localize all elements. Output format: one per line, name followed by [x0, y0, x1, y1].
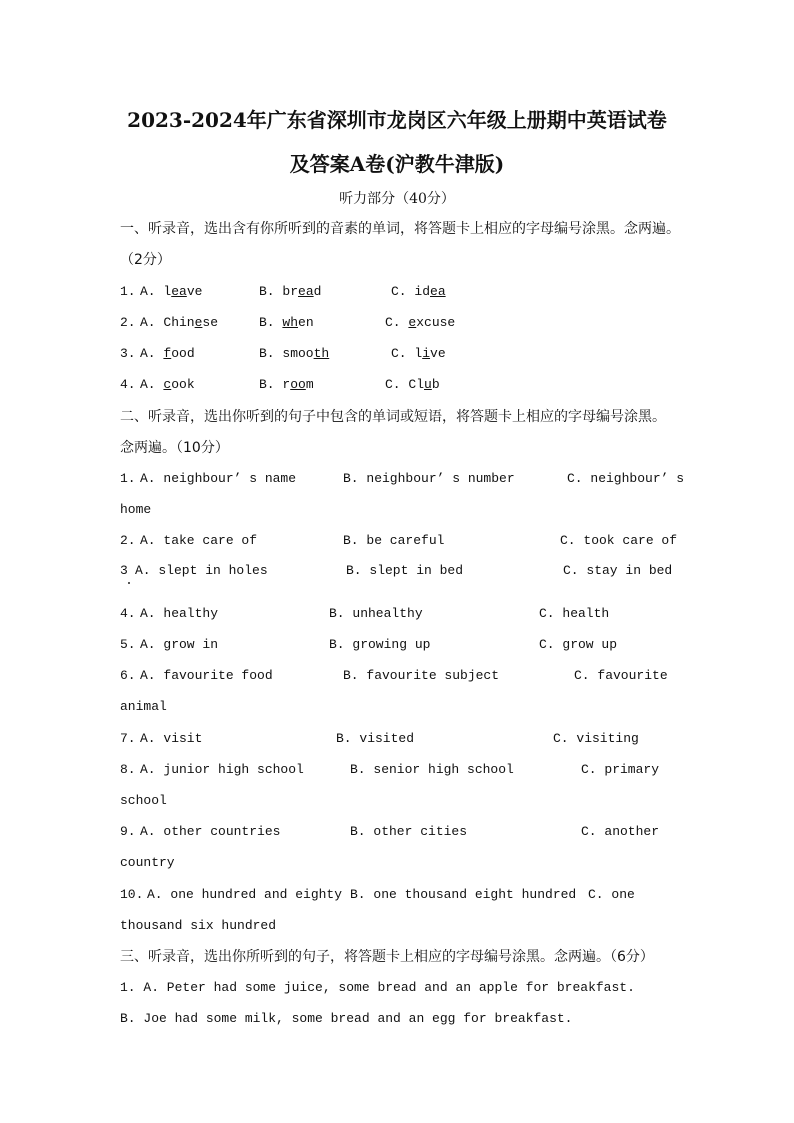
- option-b: B. unhealthy: [329, 606, 423, 621]
- question-number: 10.: [120, 887, 144, 902]
- option-c: C. health: [539, 606, 610, 621]
- question-number: 8.: [120, 762, 136, 777]
- question-number: 6.: [120, 668, 136, 683]
- option-a: A. junior high school: [140, 762, 304, 777]
- option-b: B. room: [259, 377, 314, 392]
- option-b: B. when: [259, 315, 314, 330]
- option-a: A. food: [140, 346, 195, 361]
- section2-instruction-cont: 念两遍。（10分）: [120, 440, 229, 456]
- option-c: C. grow up: [539, 637, 618, 652]
- option-c: C. took care of: [560, 533, 678, 548]
- section1-instruction-cont: （2分）: [120, 252, 171, 268]
- option-a: A. one hundred and eighty: [147, 887, 343, 902]
- option-c: C. another: [581, 824, 660, 839]
- option-a: A. healthy: [140, 606, 219, 621]
- option-b: B. other cities: [350, 824, 468, 839]
- option-c: C. neighbour’ s: [567, 471, 685, 486]
- s2-question-8-wrap: school: [120, 793, 167, 808]
- option-c: C. primary: [581, 762, 660, 777]
- option-a: A. Chinese: [140, 315, 219, 330]
- option-b: B. visited: [336, 731, 415, 746]
- question-number: 9.: [120, 824, 136, 839]
- option-a: A. grow in: [140, 637, 219, 652]
- s2-question-10-wrap: thousand six hundred: [120, 918, 277, 933]
- question-number: 3: [120, 563, 128, 578]
- section2-instruction: 二、听录音，选出你听到的句子中包含的单词或短语，将答题卡上相应的字母编号涂黑。: [120, 409, 666, 425]
- option-c: C. idea: [391, 284, 446, 299]
- option-a: A. visit: [140, 731, 203, 746]
- option-b: B. slept in bed: [346, 563, 464, 578]
- question-number: 1.: [120, 284, 136, 299]
- option-b: B. one thousand eight hundred: [350, 887, 577, 902]
- question-number: 1.: [120, 471, 136, 486]
- option-b: B. be careful: [343, 533, 445, 548]
- option-c: C. Club: [385, 377, 440, 392]
- option-a: A. neighbour’ s name: [140, 471, 297, 486]
- option-b: B. neighbour’ s number: [343, 471, 515, 486]
- question-number: 2.: [120, 315, 136, 330]
- s2-question-9-wrap: country: [120, 855, 175, 870]
- option-b: B. smooth: [259, 346, 330, 361]
- s2-question-1-wrap: home: [120, 502, 152, 517]
- option-a: A. slept in holes: [135, 563, 268, 578]
- option-b: B. bread: [259, 284, 322, 299]
- option-b: B. senior high school: [350, 762, 514, 777]
- document-title-line-2: 及答案A卷(沪教牛津版): [289, 152, 505, 176]
- option-a: A. leave: [140, 284, 203, 299]
- option-a: A. favourite food: [140, 668, 273, 683]
- question-number: 2.: [120, 533, 136, 548]
- question-number: 5.: [120, 637, 136, 652]
- document-title-line-1: 2023-2024年广东省深圳市龙岗区六年级上册期中英语试卷: [127, 108, 667, 132]
- s3-question-1-option-a: 1. A. Peter had some juice, some bread and an apple for breakfast.: [120, 980, 635, 995]
- s3-question-1-option-b: B. Joe had some milk, some bread and an egg for breakfast.: [120, 1011, 573, 1026]
- option-c: C. visiting: [553, 731, 639, 746]
- option-b: B. growing up: [329, 637, 431, 652]
- stray-dot: [128, 582, 130, 584]
- option-c: C. favourite: [574, 668, 668, 683]
- option-a: A. cook: [140, 377, 195, 392]
- s2-question-6-wrap: animal: [120, 699, 167, 714]
- question-number: 3.: [120, 346, 136, 361]
- option-a: A. other countries: [140, 824, 281, 839]
- option-b: B. favourite subject: [343, 668, 500, 683]
- listening-heading: 听力部分（40分）: [339, 191, 455, 207]
- question-number: 7.: [120, 731, 136, 746]
- option-c: C. excuse: [385, 315, 456, 330]
- question-number: 4.: [120, 606, 136, 621]
- option-c: C. stay in bed: [563, 563, 673, 578]
- option-c: C. live: [391, 346, 446, 361]
- section1-instruction: 一、听录音，选出含有你所听到的音素的单词，将答题卡上相应的字母编号涂黑。念两遍。: [120, 221, 680, 237]
- option-a: A. take care of: [140, 533, 258, 548]
- option-c: C. one: [588, 887, 635, 902]
- section3-instruction: 三、听录音，选出你所听到的句子，将答题卡上相应的字母编号涂黑。念两遍。（6分）: [120, 949, 654, 965]
- question-number: 4.: [120, 377, 136, 392]
